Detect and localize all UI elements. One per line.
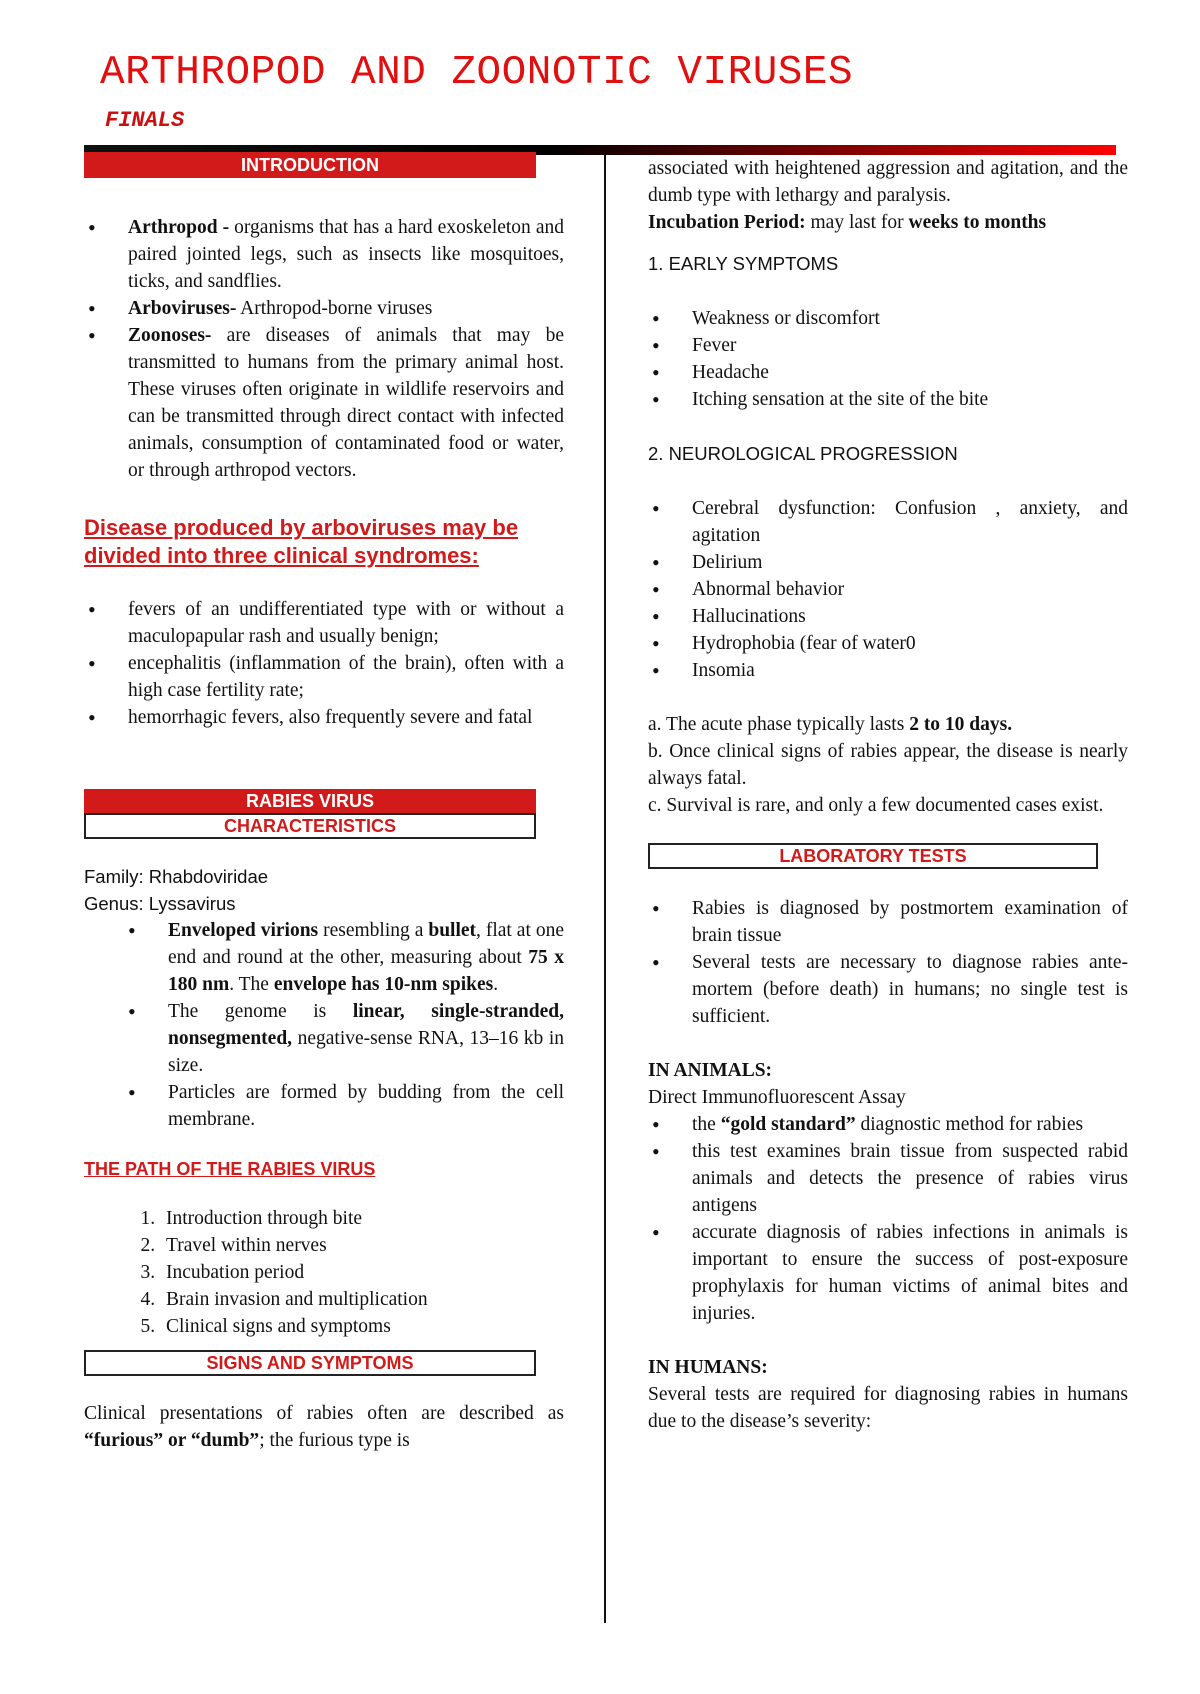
humans-text: Several tests are required for diagnosing rabies in humans due to the disease’s severity: — [648, 1384, 1128, 1432]
document-title: ARTHROPOD AND ZOONOTIC VIRUSES — [100, 50, 854, 96]
list-item: • Insomia — [692, 657, 1128, 684]
introduction-heading: INTRODUCTION — [84, 152, 536, 178]
list-item: • fevers of an undifferentiated type with or without a maculopapular rash and usually benign; — [128, 596, 564, 650]
family-line: Family: Rhabdoviridae — [84, 866, 269, 887]
list-item: • the “gold standard” diagnostic method for rabies — [692, 1111, 1128, 1138]
list-item: • Headache — [692, 359, 1128, 386]
signs-symptoms-heading: SIGNS AND SYMPTOMS — [84, 1350, 536, 1376]
list-item: • hemorrhagic fevers, also frequently severe and fatal — [128, 704, 564, 731]
neurological-heading: 2. NEUROLOGICAL PROGRESSION — [648, 443, 958, 464]
characteristics-heading: CHARACTERISTICS — [84, 813, 536, 839]
list-item: • Particles are formed by budding from the cell membrane. — [168, 1079, 564, 1133]
right-column — [648, 155, 1128, 1435]
list-item: • Arboviruses- Arthropod-borne viruses — [128, 295, 564, 322]
list-item: • Zoonoses- are diseases of animals that may be transmitted to humans from the primary animal host. These viruses often originate in wildlife reservoirs and can be transmitted through direct contact with infected animals, consumption of contaminated food or water, or through arthropod vectors. — [128, 322, 564, 484]
syndromes-heading: Disease produced by arboviruses may be divided into three clinical syndromes: — [84, 515, 519, 568]
in-animals-heading: IN ANIMALS: — [648, 1060, 773, 1081]
lab-tests-list — [648, 895, 1128, 1030]
list-item: 3. Incubation period — [160, 1259, 564, 1286]
laboratory-tests-heading: LABORATORY TESTS — [648, 843, 1098, 869]
list-item: • Several tests are necessary to diagnose rabies ante-mortem (before death) in humans; no single test is sufficient. — [692, 949, 1128, 1030]
acute-phase-line: a. The acute phase typically lasts 2 to 10 days. — [648, 714, 1013, 735]
list-item: • encephalitis (inflammation of the brain), often with a high case fertility rate; — [128, 650, 564, 704]
intro-list — [84, 214, 564, 484]
genus-line: Genus: Lyssavirus — [84, 893, 236, 914]
list-item: • Itching sensation at the site of the bite — [692, 386, 1128, 413]
list-item: • The genome is linear, single-stranded, nonsegmented, negative-sense RNA, 13–16 kb in size. — [168, 998, 564, 1079]
dfa-list — [648, 1111, 1128, 1327]
characteristics-list — [84, 917, 564, 1133]
in-humans-heading: IN HUMANS: — [648, 1357, 768, 1378]
signs-text: Clinical presentations of rabies often are described as “furious” or “dumb”; the furious type is — [84, 1403, 564, 1451]
path-steps-list — [84, 1205, 564, 1340]
list-item: • Arthropod - organisms that has a hard exoskeleton and paired jointed legs, such as insects like mosquitoes, ticks, and sandflies. — [128, 214, 564, 295]
column-divider — [604, 155, 606, 1623]
list-item: • Abnormal behavior — [692, 576, 1128, 603]
path-heading: THE PATH OF THE RABIES VIRUS — [84, 1159, 376, 1179]
list-item: • Hydrophobia (fear of water0 — [692, 630, 1128, 657]
clinical-signs-line: b. Once clinical signs of rabies appear, the disease is nearly always fatal. — [648, 741, 1128, 789]
list-item: • Fever — [692, 332, 1128, 359]
rabies-virus-heading: RABIES VIRUS — [84, 789, 536, 813]
continued-text: associated with heightened aggression and agitation, and the dumb type with lethargy and paralysis. — [648, 158, 1128, 206]
list-item: • Cerebral dysfunction: Confusion , anxiety, and agitation — [692, 495, 1128, 549]
early-symptoms-list — [648, 305, 1128, 413]
syndromes-list — [84, 596, 564, 731]
incubation-period: Incubation Period: may last for weeks to months — [648, 212, 1047, 233]
left-column — [84, 152, 564, 1454]
list-item: • Hallucinations — [692, 603, 1128, 630]
list-item: • Delirium — [692, 549, 1128, 576]
dfa-title: Direct Immunofluorescent Assay — [648, 1087, 906, 1108]
list-item: • accurate diagnosis of rabies infections in animals is important to ensure the success of post-exposure prophylaxis for human victims of animal bites and injuries. — [692, 1219, 1128, 1327]
survival-line: c. Survival is rare, and only a few documented cases exist. — [648, 795, 1104, 816]
list-item: • Weakness or discomfort — [692, 305, 1128, 332]
neurological-list — [648, 495, 1128, 684]
list-item: 4. Brain invasion and multiplication — [160, 1286, 564, 1313]
document-subtitle: FINALS — [105, 108, 185, 133]
list-item: 1. Introduction through bite — [160, 1205, 564, 1232]
list-item: 2. Travel within nerves — [160, 1232, 564, 1259]
list-item: • Enveloped virions resembling a bullet, flat at one end and round at the other, measuring about 75 x 180 nm. The envelope has 10-nm spikes. — [168, 917, 564, 998]
list-item: • this test examines brain tissue from suspected rabid animals and detects the presence of rabies virus antigens — [692, 1138, 1128, 1219]
early-symptoms-heading: 1. EARLY SYMPTOMS — [648, 253, 839, 274]
list-item: 5. Clinical signs and symptoms — [160, 1313, 564, 1340]
list-item: • Rabies is diagnosed by postmortem examination of brain tissue — [692, 895, 1128, 949]
